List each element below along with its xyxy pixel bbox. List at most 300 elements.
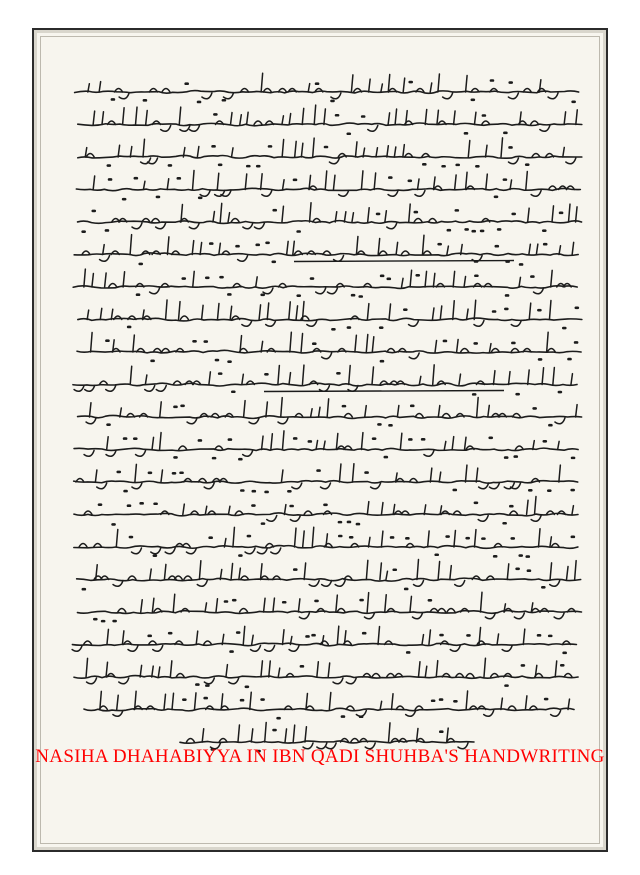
script-loop (401, 251, 409, 255)
script-descender (331, 93, 341, 99)
script-ascender (123, 272, 125, 287)
script-ascender (435, 340, 437, 352)
script-ascender (553, 368, 555, 385)
script-ascender (568, 204, 570, 222)
script-loop (84, 641, 92, 645)
script-ascender (287, 241, 289, 254)
script-ascender (385, 595, 387, 612)
script-loop (162, 89, 170, 93)
script-ascender (202, 305, 204, 319)
script-descender (554, 613, 564, 619)
script-loop (491, 349, 499, 353)
script-loop (337, 609, 345, 613)
script-ascender (410, 270, 412, 287)
script-ascender (366, 560, 368, 579)
script-loop (109, 284, 117, 288)
script-descender (289, 646, 299, 652)
script-ascender (509, 372, 511, 385)
script-ascender (339, 464, 341, 482)
script-ascender (454, 111, 456, 125)
script-loop (86, 154, 94, 158)
script-ascender (344, 212, 346, 222)
script-ascender (313, 138, 315, 157)
script-descender (319, 386, 329, 392)
script-line (77, 332, 581, 361)
script-descender (443, 93, 453, 99)
script-ascender (130, 147, 132, 157)
script-descender (508, 93, 518, 99)
script-ascender (337, 626, 339, 644)
script-ascender (486, 145, 488, 157)
script-ascender (143, 181, 145, 189)
script-ascender (141, 600, 143, 612)
script-ascender (123, 108, 125, 125)
script-ascender (388, 113, 390, 125)
script-ascender (93, 176, 95, 190)
script-ascender (107, 437, 109, 450)
script-ascender (454, 530, 456, 547)
script-loop (511, 349, 519, 353)
script-ascender (282, 431, 284, 450)
script-ascender (105, 273, 107, 287)
script-ascender (99, 82, 101, 92)
script-ascender (392, 694, 394, 710)
script-line (78, 397, 582, 425)
script-ascender (152, 437, 154, 449)
script-descender (197, 581, 207, 587)
script-ascender (251, 729, 253, 742)
script-loop (491, 674, 499, 678)
script-descender (550, 581, 560, 587)
script-loop (447, 609, 455, 613)
script-line (76, 170, 580, 199)
script-ascender (329, 692, 331, 709)
script-ascender (231, 563, 233, 579)
script-ascender (396, 242, 398, 254)
script-ascender (311, 409, 313, 417)
script-loop (152, 219, 160, 223)
script-ascender (327, 399, 329, 417)
script-ascender (539, 80, 541, 92)
script-descender (551, 711, 561, 717)
script-ascender (193, 271, 195, 287)
script-ascender (130, 235, 132, 255)
script-ascender (422, 635, 424, 645)
script-ascender (303, 531, 305, 547)
script-ascender (529, 244, 531, 254)
manuscript-lines (72, 73, 582, 751)
script-ascender (400, 433, 402, 449)
script-loop (532, 154, 540, 158)
script-ascender (232, 148, 234, 157)
script-ascender (438, 406, 440, 417)
script-descender (329, 158, 339, 164)
script-descender (156, 223, 166, 229)
script-ascender (440, 306, 442, 320)
script-ascender (269, 661, 271, 677)
script-descender (327, 288, 337, 294)
script-loop (428, 219, 436, 223)
script-ascender (238, 725, 240, 742)
script-descender (320, 483, 330, 489)
script-ascender (466, 76, 468, 92)
script-ascender (550, 563, 552, 580)
script-ascender (217, 173, 219, 189)
script-descender (106, 451, 116, 457)
script-loop (344, 414, 352, 418)
script-baseline (74, 513, 578, 516)
script-ascender (164, 694, 166, 709)
script-ascender (433, 365, 435, 385)
script-ascender (324, 109, 326, 125)
script-ascender (403, 145, 405, 157)
script-ascender (107, 629, 109, 644)
script-ascender (261, 73, 263, 92)
script-descender (531, 191, 541, 197)
script-loop (154, 609, 162, 613)
script-ascender (529, 303, 531, 319)
script-loop (180, 316, 188, 320)
script-ascender (567, 567, 569, 580)
script-descender (489, 483, 499, 489)
script-ascender (102, 112, 104, 125)
script-ascender (542, 368, 544, 385)
script-ascender (534, 497, 536, 515)
script-ascender (284, 505, 286, 515)
script-ascender (244, 401, 246, 417)
script-baseline (77, 578, 581, 581)
script-ascender (173, 594, 175, 612)
script-ascender (230, 306, 232, 319)
script-descender (334, 256, 344, 262)
script-line (75, 73, 579, 102)
script-ascender (367, 502, 369, 515)
script-loop (406, 544, 414, 548)
script-descender (474, 321, 484, 327)
script-loop (176, 674, 184, 678)
script-ascender (326, 534, 328, 547)
script-ascender (486, 174, 488, 189)
script-ascender (316, 440, 318, 449)
script-ascender (301, 334, 303, 352)
script-loop (235, 511, 243, 515)
script-ascender (468, 141, 470, 157)
script-loop (179, 446, 187, 450)
script-ascender (429, 630, 431, 644)
script-descender (299, 613, 309, 619)
script-ascender (161, 470, 163, 482)
script-line (78, 138, 582, 166)
script-ascender (117, 695, 119, 709)
script-ascender (425, 109, 427, 124)
script-ascender (381, 84, 383, 92)
script-ascender (576, 207, 578, 222)
script-ascender (523, 629, 525, 644)
script-ascender (256, 277, 258, 287)
script-ascender (140, 665, 142, 677)
script-loop (241, 576, 249, 580)
script-ascender (551, 270, 553, 287)
script-ascender (488, 405, 490, 417)
script-ascender (378, 627, 380, 645)
script-loop (162, 349, 170, 353)
script-ascender (245, 174, 247, 190)
script-ascender (100, 308, 102, 319)
script-loop (438, 609, 446, 613)
script-ascender (205, 506, 207, 514)
script-ascender (389, 304, 391, 319)
script-loop (510, 511, 518, 515)
script-ascender (93, 111, 95, 124)
script-descender (86, 418, 96, 424)
caption-text: NASIHA DHAHABIYYA IN IBN QADI SHUHBA'S HANDWRITING (35, 746, 605, 767)
script-ascender (558, 441, 560, 449)
script-descender (266, 321, 276, 327)
script-ascender (228, 213, 230, 222)
script-ascender (310, 203, 312, 222)
script-loop (549, 186, 557, 190)
script-loop (564, 674, 572, 678)
script-loop (204, 641, 212, 645)
script-ascender (179, 107, 181, 124)
script-descender (204, 483, 214, 489)
script-ascender (433, 273, 435, 287)
script-ascender (425, 666, 427, 677)
script-ascender (150, 569, 152, 579)
script-ascender (361, 171, 363, 190)
script-descender (74, 386, 84, 392)
script-ascender (403, 78, 405, 92)
script-ascender (243, 626, 245, 644)
script-loop (306, 706, 314, 710)
script-ascender (430, 468, 432, 482)
script-ascender (336, 595, 338, 612)
script-descender (119, 678, 129, 684)
script-ascender (146, 111, 148, 125)
script-ascender (380, 563, 382, 580)
script-descender (229, 678, 239, 684)
script-ascender (352, 464, 354, 482)
script-loop (344, 576, 352, 580)
script-ascender (527, 500, 529, 514)
script-descender (72, 646, 82, 652)
script-ascender (282, 206, 284, 222)
script-ascender (273, 598, 275, 612)
script-ascender (216, 599, 218, 612)
script-ascender (336, 433, 338, 449)
script-ascender (552, 206, 554, 222)
script-loop (482, 121, 490, 125)
script-ascender (261, 661, 263, 677)
script-ascender (305, 727, 307, 742)
script-ascender (143, 139, 145, 157)
script-ascender (444, 441, 446, 449)
script-ascender (262, 436, 264, 449)
script-ascender (301, 143, 303, 157)
script-ascender (172, 693, 174, 709)
script-baseline (73, 383, 577, 386)
script-ascender (333, 175, 335, 189)
script-loop (415, 414, 423, 418)
script-baseline (76, 188, 580, 190)
script-line (78, 300, 582, 329)
script-ascender (422, 235, 424, 254)
script-descender (502, 646, 512, 652)
script-ascender (474, 112, 476, 124)
script-ascender (365, 406, 367, 417)
script-ascender (368, 208, 370, 222)
script-loop (149, 641, 157, 645)
script-ascender (389, 723, 391, 742)
script-ascender (386, 571, 388, 579)
script-ascender (465, 437, 467, 449)
script-descender (132, 223, 142, 229)
script-ascender (170, 661, 172, 677)
script-line (78, 105, 582, 134)
script-descender (200, 191, 210, 197)
script-descender (189, 126, 199, 132)
script-ascender (314, 105, 316, 124)
script-ascender (228, 506, 230, 514)
script-ascender (118, 145, 120, 157)
script-ascender (352, 213, 354, 222)
script-descender (414, 581, 424, 587)
script-underline (294, 261, 514, 262)
script-ascender (539, 529, 541, 547)
script-ascender (116, 530, 118, 547)
script-descender (292, 483, 302, 489)
script-ascender (302, 365, 304, 384)
script-descender (204, 678, 214, 684)
script-descender (189, 223, 199, 229)
script-descender (97, 483, 107, 489)
script-descender (511, 321, 521, 327)
script-ascender (438, 562, 440, 580)
script-descender (165, 548, 175, 554)
script-ascender (525, 696, 527, 710)
script-ascender (252, 635, 254, 644)
script-ascender (355, 335, 357, 352)
script-line (74, 658, 578, 687)
script-ascender (158, 667, 160, 677)
script-ascender (213, 212, 215, 222)
script-ascender (430, 83, 432, 92)
script-ascender (437, 110, 439, 124)
script-ascender (322, 636, 324, 645)
script-descender (335, 581, 345, 587)
script-line (72, 626, 576, 653)
script-ascender (374, 173, 376, 190)
script-ascender (200, 243, 202, 255)
script-ascender (233, 527, 235, 547)
script-line (77, 592, 581, 621)
script-descender (333, 678, 343, 684)
script-ascender (474, 530, 476, 547)
script-ascender (319, 407, 321, 417)
script-descender (131, 548, 141, 554)
script-ascender (419, 376, 421, 384)
script-loop (466, 674, 474, 678)
script-ascender (372, 337, 374, 352)
script-ascender (197, 146, 199, 157)
script-ascender (289, 114, 291, 125)
script-descender (136, 451, 146, 457)
script-ascender (576, 110, 578, 125)
script-descender (262, 191, 272, 197)
script-ascender (325, 171, 327, 189)
image-caption (0, 746, 640, 768)
script-ascender (397, 406, 399, 417)
script-descender (113, 711, 123, 717)
script-loop (351, 739, 359, 743)
script-ascender (285, 729, 287, 742)
script-loop (423, 251, 431, 255)
script-ascender (283, 180, 285, 190)
script-loop (442, 414, 450, 418)
script-baseline (74, 481, 578, 483)
script-ascender (261, 174, 263, 190)
script-loop (304, 511, 312, 515)
script-ascender (507, 564, 509, 580)
script-ascender (484, 658, 486, 677)
script-descender (316, 288, 326, 294)
script-descender (339, 191, 349, 197)
script-descender (478, 516, 488, 522)
script-loop (279, 284, 287, 288)
script-descender (424, 451, 434, 457)
script-ascender (465, 465, 467, 482)
script-loop (231, 219, 239, 223)
script-descender (267, 516, 277, 522)
script-ascender (493, 371, 495, 385)
script-descender (145, 386, 155, 392)
script-descender (548, 93, 558, 99)
script-descender (84, 451, 94, 457)
script-ascender (209, 372, 211, 385)
script-ascender (452, 437, 454, 450)
script-ascender (278, 365, 280, 384)
script-ascender (183, 504, 185, 514)
script-ascender (194, 693, 196, 710)
script-baseline (78, 318, 582, 321)
manuscript-page (32, 28, 608, 852)
script-ascender (302, 108, 304, 124)
script-ascender (528, 208, 530, 222)
script-descender (254, 223, 264, 229)
script-ascender (290, 332, 292, 352)
script-ascender (381, 531, 383, 547)
script-ascender (455, 175, 457, 190)
script-descender (387, 223, 397, 229)
script-ascender (381, 503, 383, 515)
script-ascender (572, 242, 574, 254)
script-underline (264, 391, 504, 392)
script-descender (245, 548, 255, 554)
script-ascender (265, 723, 267, 742)
script-ascender (457, 339, 459, 352)
script-ascender (385, 211, 387, 222)
script-ascender (355, 142, 357, 157)
script-ascender (395, 109, 397, 124)
script-ascender (96, 565, 98, 580)
script-ascender (281, 470, 283, 482)
script-ascender (167, 237, 169, 255)
script-ascender (271, 434, 273, 450)
script-ascender (295, 141, 297, 157)
script-ascender (289, 373, 290, 385)
script-ascender (240, 115, 242, 125)
script-ascender (489, 344, 491, 352)
